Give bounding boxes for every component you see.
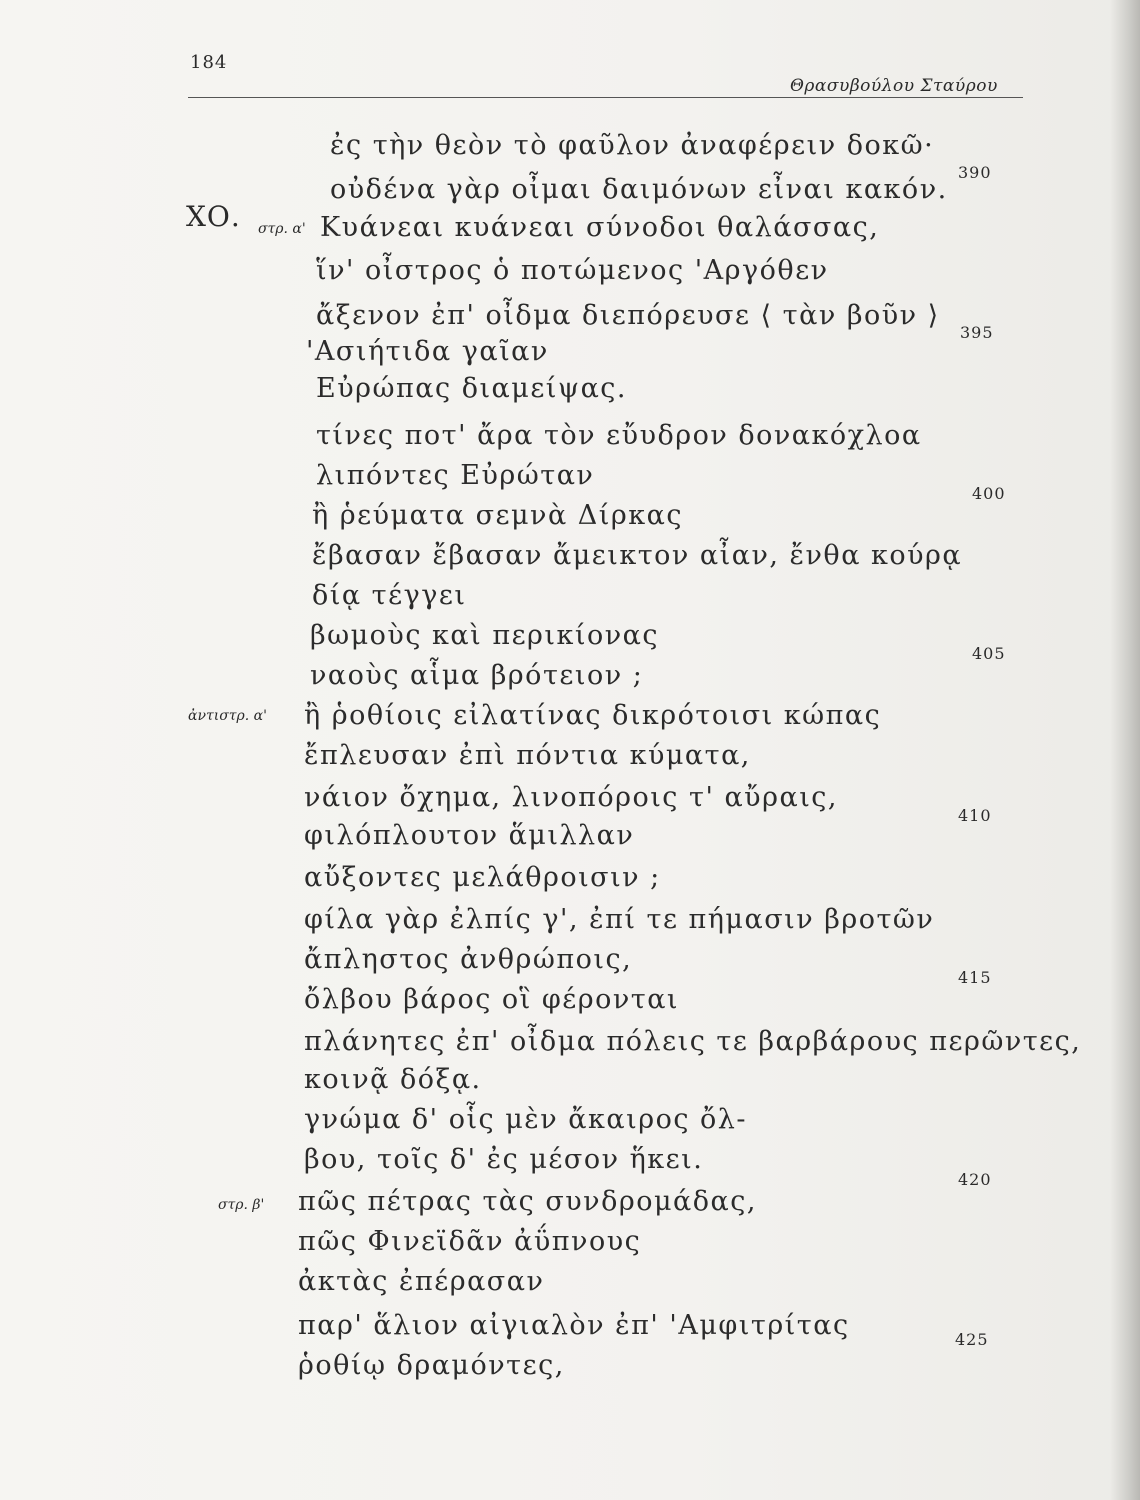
verse-line: βου, τοῖς δ' ἐς μέσον ἥκει. (304, 1144, 704, 1175)
margin-label-strophe-b: στρ. β' (218, 1197, 265, 1213)
verse-line: ἄπληστος ἀνθρώποις, (304, 944, 633, 975)
line-number: 425 (955, 1330, 989, 1349)
verse-line: Κυάνεαι κυάνεαι σύνοδοι θαλάσσας, (320, 212, 880, 243)
verse-line: κοινᾷ δόξᾳ. (304, 1064, 482, 1095)
verse-line: λιπόντες Εὐρώταν (316, 460, 595, 491)
speaker-label: ΧΟ. (186, 200, 241, 233)
verse-line: ἄξενον ἐπ' οἶδμα διεπόρευσε ⟨ τὰν βοῦν ⟩ (316, 300, 940, 331)
verse-line: ἢ ῥοθίοις εἰλατίνας δικρότοισι κώπας (304, 700, 882, 731)
margin-label-strophe-a: στρ. α' (258, 221, 306, 237)
verse-line: φιλόπλουτον ἅμιλλαν (304, 820, 635, 851)
line-number: 405 (972, 644, 1006, 663)
header-rule (188, 97, 1023, 98)
verse-line: ὄλβου βάρος οἳ φέρονται (304, 984, 680, 1015)
verse-line: ναοὺς αἷμα βρότειον ; (310, 660, 644, 691)
running-head: Θρασυβούλου Σταύρου (790, 76, 998, 96)
verse-line: ἀκτὰς ἐπέρασαν (298, 1266, 545, 1297)
verse-line: νάιον ὄχημα, λινοπόροις τ' αὔραις, (304, 782, 838, 813)
verse-line: ἔπλευσαν ἐπὶ πόντια κύματα, (304, 740, 751, 771)
verse-line: ἵν' οἶστρος ὁ ποτώμενος 'Αργόθεν (316, 255, 829, 286)
line-number: 395 (960, 323, 994, 342)
page-edge-shadow (1110, 0, 1140, 1500)
verse-line: ἢ ῥεύματα σεμνὰ Δίρκας (312, 500, 683, 531)
verse-line: ἔβασαν ἔβασαν ἄμεικτον αἶαν, ἔνθα κούρᾳ (312, 540, 963, 571)
verse-line: τίνες ποτ' ἄρα τὸν εὔυδρον δονακόχλοα (316, 420, 922, 451)
verse-line: πλάνητες ἐπ' οἶδμα πόλεις τε βαρβάρους περῶντες, (304, 1026, 1082, 1057)
line-number: 420 (958, 1170, 992, 1189)
verse-line: Εὐρώπας διαμείψας. (316, 373, 628, 404)
line-number: 400 (972, 484, 1006, 503)
line-number: 390 (958, 163, 992, 182)
verse-line: βωμοὺς καὶ περικίονας (310, 620, 660, 651)
verse-line: πῶς Φινεϊδᾶν ἀΰπνους (298, 1226, 642, 1257)
verse-line: παρ' ἅλιον αἰγιαλὸν ἐπ' 'Αμφιτρίτας (298, 1310, 850, 1341)
margin-label-antistrophe-a: ἀντιστρ. α' (188, 708, 267, 724)
verse-line: ἐς τὴν θεὸν τὸ φαῦλον ἀναφέρειν δοκῶ· (330, 130, 935, 161)
verse-line: γνώμα δ' οἷς μὲν ἄκαιρος ὄλ- (304, 1104, 748, 1135)
verse-line: οὐδένα γὰρ οἶμαι δαιμόνων εἶναι κακόν. (330, 174, 948, 205)
line-number: 410 (958, 806, 992, 825)
verse-line: 'Ασιήτιδα γαῖαν (306, 336, 549, 367)
verse-line: δίᾳ τέγγει (312, 580, 467, 611)
verse-line: ῥοθίῳ δραμόντες, (298, 1350, 565, 1381)
verse-line: φίλα γὰρ ἐλπίς γ', ἐπί τε πήμασιν βροτῶν (304, 904, 935, 935)
verse-line: πῶς πέτρας τὰς συνδρομάδας, (298, 1186, 757, 1217)
page-number: 184 (190, 52, 228, 73)
line-number: 415 (958, 968, 992, 987)
verse-line: αὔξοντες μελάθροισιν ; (304, 862, 661, 893)
